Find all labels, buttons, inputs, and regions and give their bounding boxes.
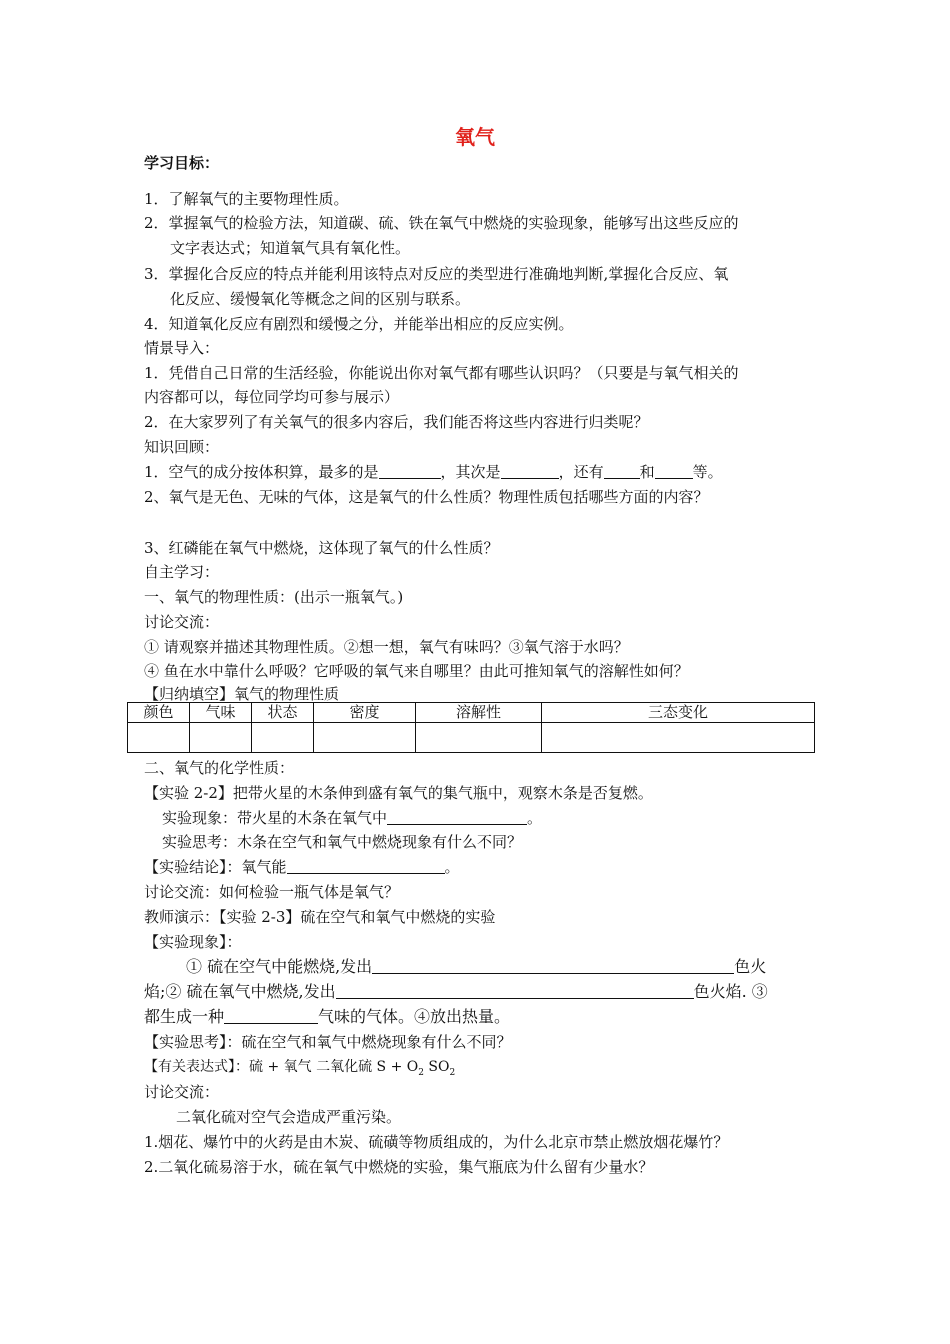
expression-line	[144, 1056, 455, 1084]
sulfur-air-line	[186, 956, 766, 978]
gas-end: 气味的气体。④放出热量。	[318, 1007, 511, 1026]
objective-2-cont: 文字表达式；知道氧气具有氧化性。	[170, 239, 411, 257]
review-q1	[144, 461, 723, 483]
header-state: 状态	[252, 703, 314, 723]
expression-so2: SO	[423, 1059, 450, 1075]
discussion-label: 讨论交流：	[144, 613, 220, 631]
blank-sulfur-oxygen[interactable]	[336, 984, 694, 999]
intro-q1-cont: 内容都可以，每位同学均可参与展示）	[144, 388, 400, 406]
conclusion-end: 。	[444, 858, 460, 876]
expression-sub-o2: 2	[418, 1067, 424, 1078]
experiment-think: 实验思考：木条在空气和氧气中燃烧现象有什么不同？	[162, 833, 523, 851]
blank-also-1[interactable]	[604, 464, 640, 479]
question-water: 2.二氧化硫易溶于水，硫在氧气中燃烧的实验，集气瓶底为什么留有少量水？	[144, 1158, 654, 1176]
table-row	[128, 723, 815, 753]
phenomenon-2-3-label: 【实验现象】：	[144, 933, 242, 951]
header-density: 密度	[314, 703, 416, 723]
review-heading: 知识回顾：	[144, 438, 220, 456]
cell-phase-change[interactable]	[542, 723, 815, 753]
pollution-note: 二氧化硫对空气会造成严重污染。	[176, 1108, 402, 1126]
discussion-q1: ① 请观察并描述其物理性质。②想一想，氧气有味吗？③氧气溶于水吗？	[144, 638, 629, 656]
summary-label: 【归纳填空】氧气的物理性质	[144, 685, 340, 703]
cell-solubility[interactable]	[416, 723, 542, 753]
conclusion-label: 【实验结论】：氧气能	[144, 858, 287, 876]
header-solubility: 溶解性	[416, 703, 542, 723]
table-header-row	[128, 703, 815, 723]
cell-color[interactable]	[128, 723, 190, 753]
review-q1-text-b: ，其次是	[440, 463, 501, 481]
phenomenon-line	[162, 807, 542, 829]
expression-text: 【有关表达式】：硫 + 氧气 二氧化硫 S + O	[144, 1059, 419, 1075]
blank-sulfur-air[interactable]	[372, 959, 734, 974]
discussion-q2: ④ 鱼在水中靠什么呼吸？它呼吸的氧气来自哪里？由此可推知氧气的溶解性如何？	[144, 662, 689, 680]
experiment-2-2: 【实验 2-2】把带火星的木条伸到盛有氧气的集气瓶中，观察木条是否复燃。	[144, 784, 653, 802]
sulfur-air-text: ① 硫在空气中能燃烧,发出	[186, 957, 373, 976]
sulfur-oxygen-line	[144, 981, 768, 1003]
chemical-heading: 二、氧气的化学性质：	[144, 759, 295, 777]
sulfur-oxygen-text: 焰;② 硫在氧气中燃烧,发出	[144, 982, 336, 1001]
objective-3: 3．掌握化合反应的特点并能利用该特点对反应的类型进行准确地判断,掌握化合反应、氧	[144, 265, 729, 283]
objectives-heading: 学习目标：	[144, 154, 220, 172]
cell-odor[interactable]	[190, 723, 252, 753]
review-q1-text-a: 1．空气的成分按体积算，最多的是	[144, 463, 379, 481]
self-study-heading: 自主学习：	[144, 563, 220, 581]
blank-second[interactable]	[501, 464, 559, 479]
objective-1: 1．了解氧气的主要物理性质。	[144, 190, 349, 208]
review-q3: 3、红磷能在氧气中燃烧，这体现了氧气的什么性质？	[144, 539, 499, 557]
physical-heading: 一、氧气的物理性质：(出示一瓶氧气。)	[144, 588, 404, 606]
review-q2: 2、氧气是无色、无味的气体，这是氧气的什么性质？物理性质包括哪些方面的内容？	[144, 488, 709, 506]
intro-q1: 1．凭借自己日常的生活经验，你能说出你对氧气都有哪些认识吗？（只要是与氧气相关的	[144, 364, 739, 382]
header-phase-change: 三态变化	[542, 703, 815, 723]
intro-q2: 2．在大家罗列了有关氧气的很多内容后，我们能否将这些内容进行归类呢？	[144, 413, 649, 431]
cell-state[interactable]	[252, 723, 314, 753]
phenomenon-label: 实验现象：带火星的木条在氧气中	[162, 809, 388, 827]
gas-text: 都生成一种	[144, 1007, 225, 1026]
blank-also-2[interactable]	[655, 464, 693, 479]
blank-odor[interactable]	[224, 1009, 318, 1024]
gas-line	[144, 1006, 510, 1028]
experiment-think-2-3: 【实验思考】：硫在空气和氧气中燃烧现象有什么不同？	[144, 1033, 512, 1051]
review-q1-text-c: ，还有	[558, 463, 604, 481]
question-fireworks: 1.烟花、爆竹中的火药是由木炭、硫磺等物质组成的，为什么北京市禁止燃放烟花爆竹？	[144, 1133, 729, 1151]
header-odor: 气味	[190, 703, 252, 723]
objective-3-cont: 化反应、缓慢氧化等概念之间的区别与联系。	[170, 290, 471, 308]
review-q1-text-e: 等。	[692, 463, 723, 481]
physical-properties-table	[127, 702, 815, 753]
expression-sub-so2: 2	[449, 1067, 456, 1078]
discussion-label-2: 讨论交流：	[144, 1083, 220, 1101]
header-color: 颜色	[128, 703, 190, 723]
teacher-demo: 教师演示：【实验 2-3】硫在空气和氧气中燃烧的实验	[144, 908, 496, 926]
phenomenon-end: 。	[527, 809, 543, 827]
objective-2: 2．掌握氧气的检验方法，知道碳、硫、铁在氧气中燃烧的实验现象，能够写出这些反应的	[144, 214, 739, 232]
blank-most[interactable]	[379, 464, 441, 479]
page-title: 氧气	[455, 125, 495, 149]
sulfur-oxygen-end: 色火焰. ③	[693, 982, 768, 1001]
sulfur-air-end: 色火	[734, 957, 767, 976]
objective-4: 4．知道氧化反应有剧烈和缓慢之分，并能举出相应的反应实例。	[144, 315, 574, 333]
blank-conclusion[interactable]	[287, 859, 445, 874]
cell-density[interactable]	[314, 723, 416, 753]
blank-phenomenon[interactable]	[387, 810, 527, 825]
intro-heading: 情景导入：	[144, 339, 220, 357]
review-q1-text-d: 和	[639, 463, 655, 481]
discussion-test-oxygen: 讨论交流：如何检验一瓶气体是氧气？	[144, 883, 400, 901]
conclusion-line	[144, 856, 460, 878]
